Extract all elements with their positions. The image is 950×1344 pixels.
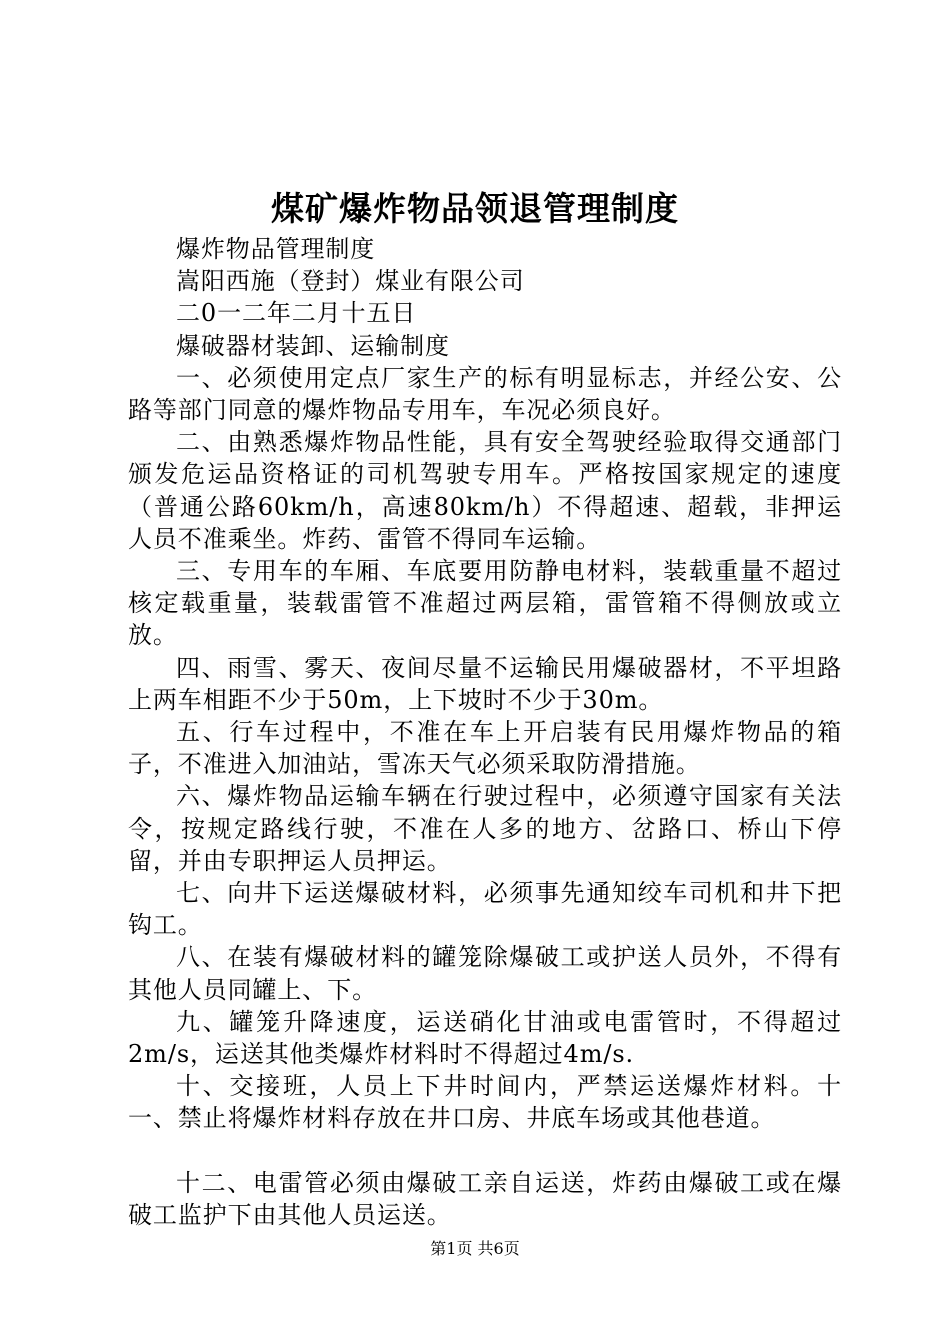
paragraph-rule-10-11: 十、交接班，人员上下井时间内，严禁运送爆炸材料。十一、禁止将爆炸材料存放在井口房、井底车场或其他巷道。 (128, 1072, 842, 1133)
paragraph-rule-1: 一、必须使用定点厂家生产的标有明显标志，并经公安、公路等部门同意的爆炸物品专用车，车况必须良好。 (128, 363, 842, 425)
paragraph-blank (128, 1135, 842, 1167)
paragraph-rule-6: 六、爆炸物品运输车辆在行驶过程中，必须遵守国家有关法令，按规定路线行驶，不准在人多的地方、岔路口、桥山下停留，并由专职押运人员押运。 (128, 782, 842, 875)
paragraph-rule-2: 二、由熟悉爆炸物品性能，具有安全驾驶经验取得交通部门颁发危运品资格证的司机驾驶专用车。严格按国家规定的速度（普通公路60km/h，高速80km/h）不得超速、超载，非押运人员不准乘坐。炸药、雷管不得同车运输。 (128, 428, 842, 553)
paragraph-rule-9: 九、罐笼升降速度，运送硝化甘油或电雷管时，不得超过2m/s，运送其他类爆炸材料时不得超过4m/s. (128, 1007, 842, 1069)
paragraph-rule-3: 三、专用车的车厢、车底要用防静电材料，装载重量不超过核定载重量，装载雷管不准超过两层箱，雷管箱不得侧放或立放。 (128, 557, 842, 650)
page-number-footer: 第1页 共6页 (430, 1239, 520, 1258)
paragraph-company: 嵩阳西施（登封）煤业有限公司 (176, 267, 525, 296)
paragraph-rule-4: 四、雨雪、雾天、夜间尽量不运输民用爆破器材，不平坦路上两车相距不少于50m，上下坡时不少于30m。 (128, 653, 842, 714)
paragraph-subtitle: 爆炸物品管理制度 (176, 235, 376, 263)
paragraph-rule-7: 七、向井下运送爆破材料，必须事先通知绞车司机和井下把钩工。 (128, 879, 842, 940)
paragraph-section-heading: 爆破器材装卸、运输制度 (176, 331, 450, 360)
paragraph-rule-8: 八、在装有爆破材料的罐笼除爆破工或护送人员外，不得有其他人员同罐上、下。 (128, 943, 842, 1004)
paragraph-rule-5: 五、行车过程中，不准在车上开启装有民用爆炸物品的箱子，不准进入加油站，雪冻天气必须采取防滑措施。 (128, 718, 842, 779)
paragraph-date: 二0一二年二月十五日 (176, 299, 417, 328)
paragraph-rule-12: 十二、电雷管必须由爆破工亲自运送，炸药由爆破工或在爆破工监护下由其他人员运送。 (128, 1168, 842, 1230)
document-title: 煤矿爆炸物品领退管理制度 (271, 189, 679, 228)
document-body (128, 233, 842, 1231)
